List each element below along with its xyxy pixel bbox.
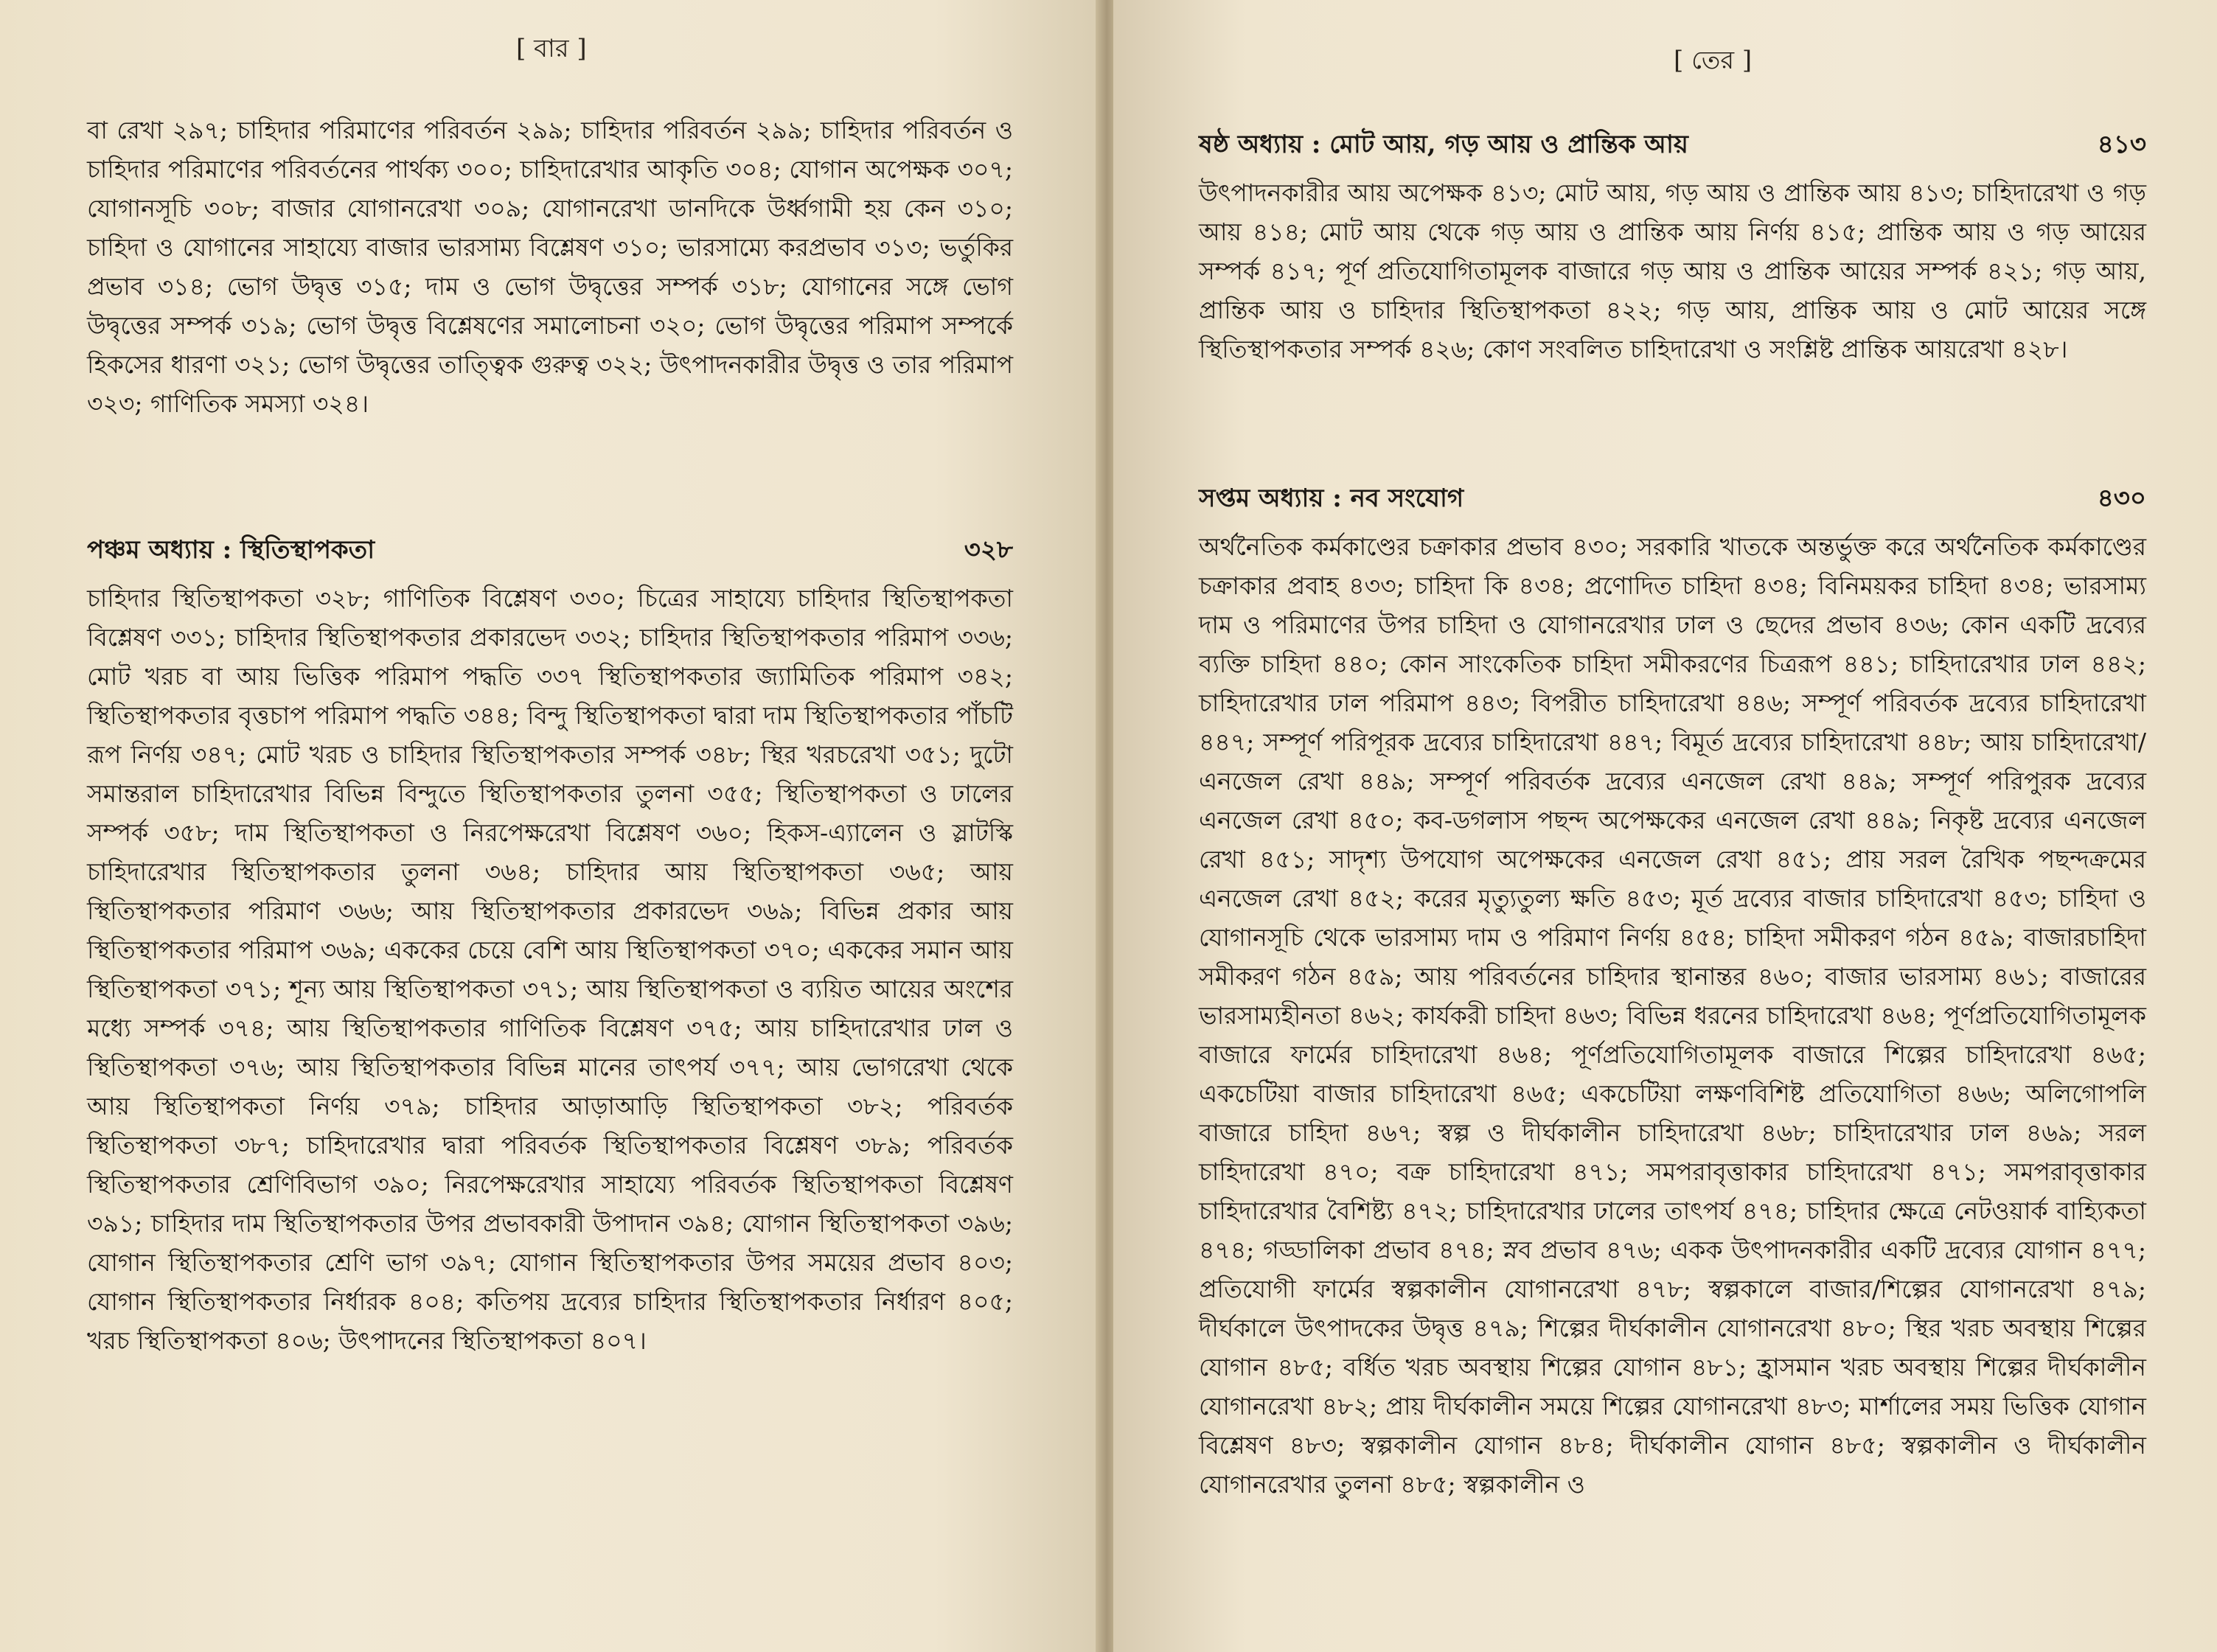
chapter-7-text: অর্থনৈতিক কর্মকাণ্ডের চক্রাকার প্রভাব ৪৩০; সরকারি খাতকে অন্তর্ভুক্ত করে অর্থনৈতিক কর্মকাণ্ডের চক্রাকার প্রবাহ ৪৩৩; চাহিদা কি ৪৩৪; প্রণোদিত চাহিদা ৪৩৪; বিনিময়কর চাহিদা ৪৩৪; ভারসাম্য দাম ও পরিমাণের উপর চাহিদা ও যোগানরেখার ঢাল ও ছেদের প্রভাব ৪৩৬; কোন একটি দ্রব্যের ব্যক্তি চাহিদা ৪৪০; কোন সাংকেতিক চাহিদা সমীকরণের চিত্ররূপ ৪৪১; চাহিদারেখার ঢাল ৪৪২; চাহিদারেখার ঢাল পরিমাপ ৪৪৩; বিপরীত চাহিদারেখা ৪৪৬; সম্পূর্ণ পরিবর্তক দ্রব্যের চাহিদারেখা ৪৪৭; সম্পূর্ণ পরিপূরক দ্রব্যের চাহিদারেখা ৪৪৭; বিমূর্ত দ্রব্যের চাহিদারেখা ৪৪৮; আয় চাহিদারেখা/এনজেল রেখা ৪৪৯; সম্পূর্ণ পরিবর্তক দ্রব্যের এনজেল রেখা ৪৪৯; সম্পূর্ণ পরিপুরক দ্রব্যের এনজেল রেখা ৪৫০; কব-ডগলাস পছন্দ অপেক্ষকের এনজেল রেখা ৪৪৯; নিকৃষ্ট দ্রব্যের এনজেল রেখা ৪৫১; সাদৃশ্য উপযোগ অপেক্ষকের এনজেল রেখা ৪৫১; প্রায় সরল রৈখিক পছন্দক্রমের এনজেল রেখা ৪৫২; করের মৃত্যুতুল্য ক্ষতি ৪৫৩; মূর্ত দ্রব্যের বাজার চাহিদারেখা ৪৫৩; চাহিদা ও যোগানসূচি থেকে ভারসাম্য দাম ও পরিমাণ নির্ণয় ৪৫৪; চাহিদা সমীকরণ গঠন ৪৫৯; বাজারচাহিদা সমীকরণ গঠন ৪৫৯; আয় পরিবর্তনের চাহিদার স্থানান্তর ৪৬০; বাজার ভারসাম্য ৪৬১; বাজারের ভারসাম্যহীনতা ৪৬২; কার্যকরী চাহিদা ৪৬৩; বিভিন্ন ধরনের চাহিদারেখা ৪৬৪; পূর্ণপ্রতিযোগিতামূলক বাজারে ফার্মের চাহিদারেখা ৪৬৪; পূর্ণপ্রতিযোগিতামূলক বাজারে শিল্পের চাহিদারেখা ৪৬৫; একচেটিয়া বাজার চাহিদারেখা ৪৬৫; একচেটিয়া লক্ষণবিশিষ্ট প্রতিযোগিতা ৪৬৬; অলিগোপলি বাজারে চাহিদা ৪৬৭; স্বল্প ও দীর্ঘকালীন চাহিদারেখা ৪৬৮; চাহিদারেখার ঢাল ৪৬৯; সরল চাহিদারেখা ৪৭০; বক্র চাহিদারেখা ৪৭১; সমপরাবৃত্তাকার চাহিদারেখা ৪৭১; সমপরাবৃত্তাকার চাহিদারেখার বৈশিষ্ট্য ৪৭২; চাহিদারেখার ঢালের তাৎপর্য ৪৭৪; চাহিদার ক্ষেত্রে নেটওয়ার্ক বাহ্যিকতা ৪৭৪; গড্ডালিকা প্রভাব ৪৭৪; স্নব প্রভাব ৪৭৬; একক উৎপাদনকারীর একটি দ্রব্যের যোগান ৪৭৭; প্রতিযোগী ফার্মের স্বল্পকালীন যোগানরেখা ৪৭৮; স্বল্পকালে বাজার/শিল্পের যোগানরেখা ৪৭৯; দীর্ঘকালে উৎপাদকের উদ্বৃত্ত ৪৭৯; শিল্পের দীর্ঘকালীন যোগানরেখা ৪৮০; স্থির খরচ অবস্থায় শিল্পের যোগান ৪৮৫; বর্ধিত খরচ অবস্থায় শিল্পের যোগান ৪৮১; হ্রাসমান খরচ অবস্থায় শিল্পের দীর্ঘকালীন যোগানরেখা ৪৮২; প্রায় দীর্ঘকালীন সময়ে শিল্পের যোগানরেখা ৪৮৩; মার্শালের সময় ভিত্তিক যোগান বিশ্লেষণ ৪৮৩; স্বল্পকালীন যোগান ৪৮৪; দীর্ঘকালীন যোগান ৪৮৫; স্বল্পকালীন ও দীর্ঘকালীন যোগানরেখার তুলনা ৪৮৫; স্বল্পকালীন ও bbox=[1199, 532, 2146, 1499]
left-page bbox=[0, 0, 1100, 1652]
chapter-6-heading bbox=[1199, 125, 2146, 167]
chapter-6-text: উৎপাদনকারীর আয় অপেক্ষক ৪১৩; মোট আয়, গড় আয় ও প্রান্তিক আয় ৪১৩; চাহিদারেখা ও গড় আয় ৪১৪; মোট আয় থেকে গড় আয় ও প্রান্তিক আয় নির্ণয় ৪১৫; প্রান্তিক আয় ও গড় আয়ের সম্পর্ক ৪১৭; পূর্ণ প্রতিযোগিতামূলক বাজারে গড় আয় ও প্রান্তিক আয়ের সম্পর্ক ৪২১; গড় আয়, প্রান্তিক আয় ও চাহিদার স্থিতিস্থাপকতা ৪২২; গড় আয়, প্রান্তিক আয় ও মোট আয়ের সঙ্গে স্থিতিস্থাপকতার সম্পর্ক ৪২৬; কোণ সংবলিত চাহিদারেখা ও সংশ্লিষ্ট প্রান্তিক আয়রেখা ৪২৮। bbox=[1199, 178, 2146, 363]
chapter-5-text: চাহিদার স্থিতিস্থাপকতা ৩২৮; গাণিতিক বিশ্লেষণ ৩৩০; চিত্রের সাহায্যে চাহিদার স্থিতিস্থাপকতা বিশ্লেষণ ৩৩১; চাহিদার স্থিতিস্থাপকতার প্রকারভেদ ৩৩২; চাহিদার স্থিতিস্থাপকতার পরিমাপ ৩৩৬; মোট খরচ বা আয় ভিত্তিক পরিমাপ পদ্ধতি ৩৩৭ স্থিতিস্থাপকতার জ্যামিতিক পরিমাপ ৩৪২; স্থিতিস্থাপকতার বৃত্তচাপ পরিমাপ পদ্ধতি ৩৪৪; বিন্দু স্থিতিস্থাপকতা দ্বারা দাম স্থিতিস্থাপকতার পাঁচটি রূপ নির্ণয় ৩৪৭; মোট খরচ ও চাহিদার স্থিতিস্থাপকতার সম্পর্ক ৩৪৮; স্থির খরচরেখা ৩৫১; দুটো সমান্তরাল চাহিদারেখার বিভিন্ন বিন্দুতে স্থিতিস্থাপকতার তুলনা ৩৫৫; স্থিতিস্থাপকতা ও ঢালের সম্পর্ক ৩৫৮; দাম স্থিতিস্থাপকতা ও নিরপেক্ষরেখা বিশ্লেষণ ৩৬০; হিকস-এ্যালেন ও স্লাটস্কি চাহিদারেখার স্থিতিস্থাপকতার তুলনা ৩৬৪; চাহিদার আয় স্থিতিস্থাপকতা ৩৬৫; আয় স্থিতিস্থাপকতার পরিমাণ ৩৬৬; আয় স্থিতিস্থাপকতার প্রকারভেদ ৩৬৯; বিভিন্ন প্রকার আয় স্থিতিস্থাপকতার পরিমাপ ৩৬৯; এককের চেয়ে বেশি আয় স্থিতিস্থাপকতা ৩৭০; এককের সমান আয় স্থিতিস্থাপকতা ৩৭১; শূন্য আয় স্থিতিস্থাপকতা ৩৭১; আয় স্থিতিস্থাপকতা ও ব্যয়িত আয়ের অংশের মধ্যে সম্পর্ক ৩৭৪; আয় স্থিতিস্থাপকতার গাণিতিক বিশ্লেষণ ৩৭৫; আয় চাহিদারেখার ঢাল ও স্থিতিস্থাপকতা ৩৭৬; আয় স্থিতিস্থাপকতার বিভিন্ন মানের তাৎপর্য ৩৭৭; আয় ভোগরেখা থেকে আয় স্থিতিস্থাপকতা নির্ণয় ৩৭৯; চাহিদার আড়াআড়ি স্থিতিস্থাপকতা ৩৮২; পরিবর্তক স্থিতিস্থাপকতা ৩৮৭; চাহিদারেখার দ্বারা পরিবর্তক স্থিতিস্থাপকতার বিশ্লেষণ ৩৮৯; পরিবর্তক স্থিতিস্থাপকতার শ্রেণিবিভাগ ৩৯০; নিরপেক্ষরেখার সাহায্যে পরিবর্তক স্থিতিস্থাপকতা বিশ্লেষণ ৩৯১; চাহিদার দাম স্থিতিস্থাপকতার উপর প্রভাবকারী উপাদান ৩৯৪; যোগান স্থিতিস্থাপকতা ৩৯৬; যোগান স্থিতিস্থাপকতার শ্রেণি ভাগ ৩৯৭; যোগান স্থিতিস্থাপকতার উপর সময়ের প্রভাব ৪০৩; যোগান স্থিতিস্থাপকতার নির্ধারক ৪০৪; কতিপয় দ্রব্যের চাহিদার স্থিতিস্থাপকতার নির্ধারণ ৪০৫; খরচ স্থিতিস্থাপকতা ৪০৬; উৎপাদনের স্থিতিস্থাপকতা ৪০৭। bbox=[87, 584, 1013, 1355]
left-continued-section bbox=[87, 111, 1013, 423]
chapter-6-page-number: ৪১৩ bbox=[2097, 130, 2146, 159]
right-page-header: [ তের ] bbox=[1674, 46, 1753, 75]
chapter-7-section bbox=[1199, 479, 2146, 1504]
left-continued-text: বা রেখা ২৯৭; চাহিদার পরিমাণের পরিবর্তন ২৯৯; চাহিদার পরিবর্তন ২৯৯; চাহিদার পরিবর্তন ও চাহিদার পরিমাণের পরিবর্তনের পার্থক্য ৩০০; চাহিদারেখার আকৃতি ৩০৪; যোগান অপেক্ষক ৩০৭; যোগানসূচি ৩০৮; বাজার যোগানরেখা ৩০৯; যোগানরেখা ডানদিকে উর্ধ্বগামী হয় কেন ৩১০; চাহিদা ও যোগানের সাহায্যে বাজার ভারসাম্য বিশ্লেষণ ৩১০; ভারসাম্যে করপ্রভাব ৩১৩; ভর্তুকির প্রভাব ৩১৪; ভোগ উদ্বৃত্ত ৩১৫; দাম ও ভোগ উদ্বৃত্তের সম্পর্ক ৩১৮; যোগানের সঙ্গে ভোগ উদ্বৃত্তের সম্পর্ক ৩১৯; ভোগ উদ্বৃত্ত বিশ্লেষণের সমালোচনা ৩২০; ভোগ উদ্বৃত্তের পরিমাপ সম্পর্কে হিকসের ধারণা ৩২১; ভোগ উদ্বৃত্তের তাত্ত্বিক গুরুত্ব ৩২২; উৎপাদনকারীর উদ্বৃত্ত ও তার পরিমাপ ৩২৩; গাণিতিক সমস্যা ৩২৪। bbox=[87, 116, 1013, 418]
chapter-7-heading bbox=[1199, 479, 2146, 521]
chapter-7-title: সপ্তম অধ্যায় : নব সংযোগ bbox=[1199, 484, 1464, 513]
chapter-5-page-number: ৩২৮ bbox=[964, 535, 1013, 565]
chapter-6-section bbox=[1199, 125, 2146, 369]
right-page bbox=[1113, 0, 2217, 1652]
chapter-7-page-number: ৪৩০ bbox=[2097, 484, 2146, 513]
chapter-6-title: ষষ্ঠ অধ্যায় : মোট আয়, গড় আয় ও প্রান্তিক আয় bbox=[1199, 130, 1688, 159]
left-page-header: [ বার ] bbox=[516, 34, 587, 63]
chapter-5-title: পঞ্চম অধ্যায় : স্থিতিস্থাপকতা bbox=[87, 535, 375, 565]
chapter-5-section bbox=[87, 531, 1013, 1360]
chapter-5-heading bbox=[87, 531, 1013, 573]
